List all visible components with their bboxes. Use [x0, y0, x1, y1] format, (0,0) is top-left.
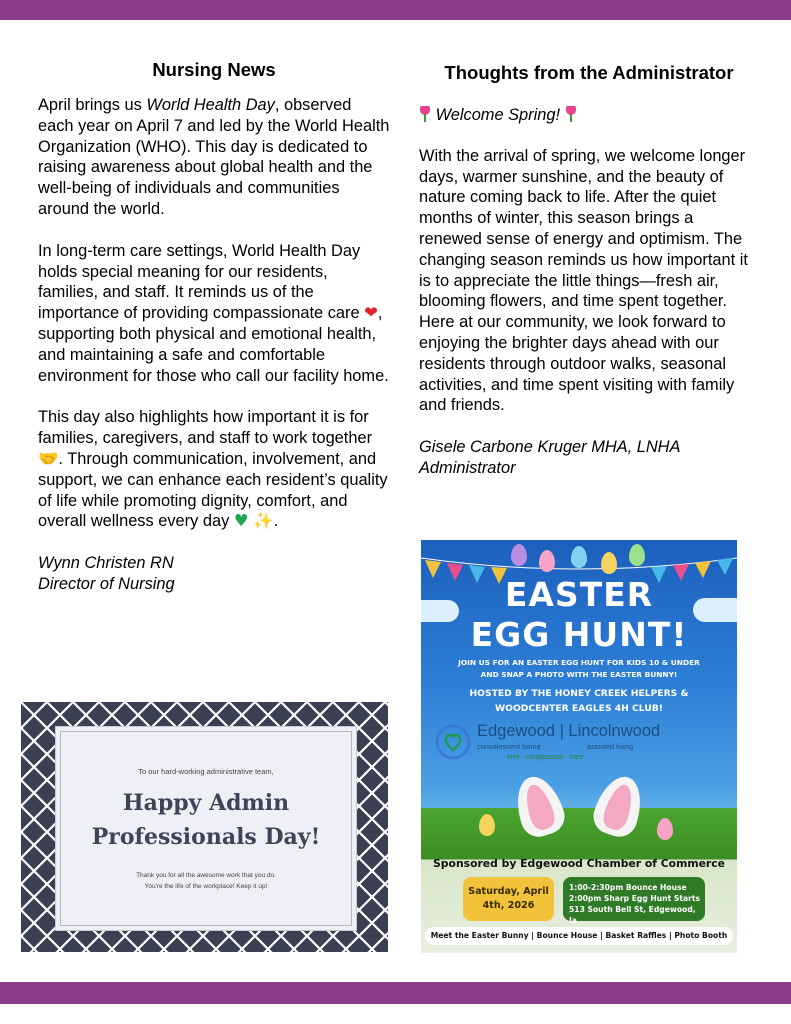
administrator-heading: Thoughts from the Administrator — [444, 62, 734, 83]
admin-headline-line-1: Happy Admin — [122, 790, 290, 816]
administrator-body: With the arrival of spring, we welcome longer days, warmer sunshine, and the beauty of nature coming back to life. After the quiet months of winter, this season brings a renewed sense of energy and optimism. The changing season reminds us how important it is to appreciate the little things—fresh air, blooming flowers, and time spent together. Here at our community, we look forward to enjoying the brighter days ahead with our residents through outdoor walks, seasonal activities, and time spent visiting with family and friends. — [419, 146, 748, 415]
egg-decoration — [511, 544, 527, 566]
nursing-paragraph-2: In long-term care settings, World Health Day holds special meaning for our residents, families, and staff. It reminds us of the importance of providing compassionate care ❤, supporting both physical and emotional health, and maintaining a safe and comfortable environment for those who call our facility home. — [38, 241, 389, 385]
poster-date-line-2: 4th, 2026 — [482, 900, 535, 911]
poster-time-line-2: 2:00pm Sharp Egg Hunt Starts — [569, 894, 700, 903]
top-accent-bar — [0, 0, 791, 20]
logo-sub-text-2: assisted living — [587, 742, 634, 751]
egg-decoration — [479, 814, 495, 836]
handshake-icon: 🤝 — [38, 448, 59, 468]
poster-date-box — [463, 877, 554, 921]
poster-time-line-1: 1:00-2:30pm Bounce House — [569, 883, 687, 892]
nursing-signature-name: Wynn Christen RN — [38, 554, 174, 573]
egg-decoration — [539, 550, 555, 572]
poster-invite-line-2: AND SNAP A PHOTO WITH THE EASTER BUNNY! — [480, 670, 678, 679]
admin-card-panel — [55, 726, 357, 931]
red-heart-icon: ❤ — [364, 303, 378, 323]
poster-sponsor: Sponsored by Edgewood Chamber of Commerce — [433, 857, 725, 870]
nursing-news-heading: Nursing News — [152, 59, 276, 80]
tulip-icon — [419, 106, 431, 122]
world-health-day-text: World Health Day — [146, 96, 275, 114]
nursing-paragraph-1: April brings us World Health Day, observed each year on April 7 and led by the World Health Organization (WHO). This day is dedicated to raising awareness about global health and the well-being of individuals and communities around the world. — [38, 96, 390, 218]
logo-sub-text-1: convalescent home — [477, 742, 541, 751]
admin-professionals-day-card — [21, 702, 388, 952]
poster-invite-line-1: JOIN US FOR AN EASTER EGG HUNT FOR KIDS 10 & UNDER — [458, 658, 700, 667]
logo-main-text: Edgewood | Lincolnwood — [477, 722, 661, 740]
poster-date-line-1: Saturday, April — [468, 886, 549, 897]
heart-logo-icon — [433, 722, 473, 762]
welcome-spring-line: Welcome Spring! — [419, 105, 759, 126]
admin-thanks-line-2: You're the life of the workplace! Keep it up! — [144, 883, 268, 890]
poster-title-line-1: EASTER — [504, 575, 654, 614]
poster-hosted-line-2: WOODCENTER EAGLES 4H CLUB! — [495, 703, 663, 714]
administrator-signature-title: Administrator — [419, 458, 516, 477]
administrator-column — [419, 61, 759, 479]
admin-greeting: To our hard-working administrative team, — [138, 767, 274, 776]
admin-headline-line-2: Professionals Day! — [91, 824, 321, 850]
poster-title-line-2: EGG HUNT! — [470, 615, 688, 654]
poster-footer: Meet the Easter Bunny | Bounce House | Basket Raffles | Photo Booth — [425, 927, 733, 945]
nursing-signature-title: Director of Nursing — [38, 574, 175, 593]
nursing-news-column — [38, 58, 390, 595]
tulip-icon — [565, 106, 577, 122]
poster-address: 513 South Bell St, Edgewood, Ia — [569, 905, 696, 925]
egg-decoration — [629, 544, 645, 566]
bottom-accent-bar — [0, 982, 791, 1004]
green-heart-icon: ♥ — [233, 511, 249, 531]
sparkles-icon: ✨ — [253, 511, 274, 531]
egg-decoration — [571, 546, 587, 568]
edgewood-lincolnwood-logo — [427, 720, 717, 776]
egg-decoration — [657, 818, 673, 840]
logo-tagline: love · compassion · care — [507, 754, 584, 761]
admin-thanks-line-1: Thank you for all the awesome work that you do. — [136, 872, 276, 879]
nursing-paragraph-3: This day also highlights how important it is for families, caregivers, and staff to work together 🤝. Through communication, involvement, and support, we can enhance each resident’s quality of life while promoting dignity, comfort, and overall wellness every day ♥ ✨. — [38, 408, 388, 531]
poster-times-box — [563, 877, 705, 925]
poster-hosted-line-1: HOSTED BY THE HONEY CREEK HELPERS & — [469, 688, 689, 699]
easter-egg-hunt-poster — [421, 540, 737, 953]
administrator-signature-name: Gisele Carbone Kruger MHA, LNHA — [419, 438, 681, 457]
egg-decoration — [601, 552, 617, 574]
